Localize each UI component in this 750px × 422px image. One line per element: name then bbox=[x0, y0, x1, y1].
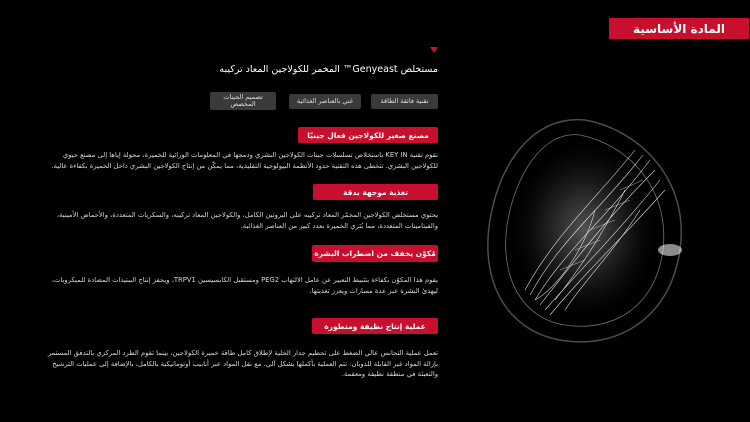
section-title-targeted-nutrition[interactable]: تغذية موجهة بدقة bbox=[313, 184, 438, 200]
triangle-marker-icon bbox=[430, 47, 438, 53]
section-body-collagen-factory: تقوم تقنية KEY IN باستخلاص تسلسلات جينات الكولاجين البشري ودمجها في المعلومات الوراثية للخميرة، محولة إياها إلى مصنع حيوي للكولاجين البشري. تتخطى هذه التقنية حدود الأنظمة البيولوجية التقليدية، مما يمكّن من إنتاج الكولاجين البشري داخل الخميرة بكفاءة عالية. bbox=[51, 151, 438, 170]
section-body-clean-process: تعمل عملية التجانس عالي الضغط على تحطيم جدار الخلية لإطلاق كامل طاقة خميرة الكولاجين، بينما تقوم الطرد المركزي بالتدفق المستمر بإزالة المواد غير القابلة للذوبان. تتم العملية بأكملها بشكل آلي، مع نقل المواد عبر أنابيب أوتوماتيكية بالكامل، بالإضافة إلى عمليات الترشيح والتعبئة في منطقة نظيفة ومعقمة. bbox=[47, 349, 438, 379]
collagen-helix-visual bbox=[465, 100, 705, 360]
chip-custom-genes[interactable]: تصميم الجينات المخصص bbox=[210, 92, 276, 110]
section-title-collagen-factory[interactable]: مصنع صغير للكولاجين فعال جينيًا bbox=[298, 127, 438, 143]
chip-nutrient-rich[interactable]: غني بالعناصر الغذائية bbox=[289, 94, 361, 109]
section-title-clean-process[interactable]: عملية إنتاج نظيفة ومتطورة bbox=[312, 318, 438, 334]
section-body-skin-soothing: يقوم هذا المكوّن بكفاءة بتثبيط التعبير عن عامل الالتهاب PEG2 ومستقبل الكابسيسين TRPV1، ويحفز إنتاج الببتيدات المضادة للميكروبات، ليهدئ البشرة عبر عدة مسارات ويعزز تغذيتها. bbox=[51, 276, 438, 295]
page-title: مستخلص Genyeast™ المخمر للكولاجين المعاد تركيبه bbox=[219, 64, 438, 75]
section-header-badge: المادة الأساسية bbox=[609, 18, 749, 39]
section-title-skin-soothing[interactable]: مُكوّن يخفف من اضطراب البشرة bbox=[312, 245, 438, 262]
chip-super-energy[interactable]: تقنية فائقة الطاقة bbox=[371, 94, 438, 109]
section-body-targeted-nutrition: يحتوي مستخلص الكولاجين المخمّر المعاد تركيبه على البروتين الكامل، والكولاجين المعاد تركيبه، والسكريات المتعددة، والأحماض الأمينية، والفيتامينات المتعددة، مما يُثري الخميرة بعدد كبير من العناصر الغذائية. bbox=[56, 211, 438, 230]
